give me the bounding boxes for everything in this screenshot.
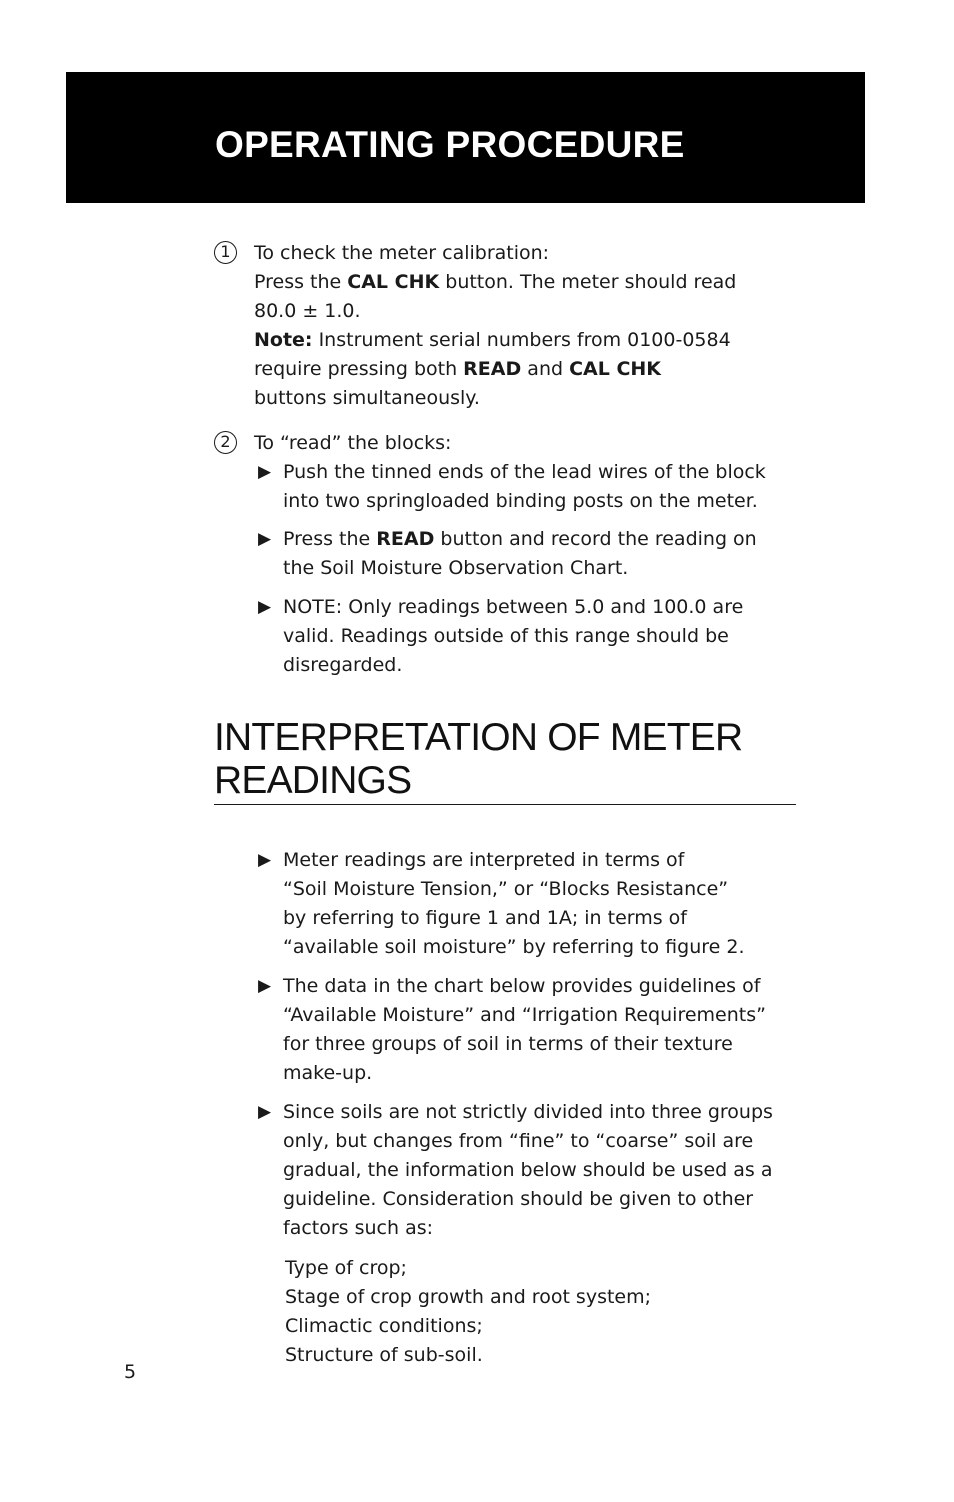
bold-term: Note:	[254, 329, 313, 351]
text-line: The data in the chart below provides guidelines of	[283, 975, 761, 997]
bold-term: CAL CHK	[569, 358, 662, 380]
step-number-circle: 1	[214, 241, 237, 264]
text-line: make-up.	[283, 1062, 373, 1084]
text-line: “Soil Moisture Tension,” or “Blocks Resistance”	[283, 878, 729, 900]
step-body	[254, 239, 736, 413]
factor-item: Structure of sub-soil.	[285, 1344, 483, 1366]
page-title: OPERATING PROCEDURE	[215, 124, 685, 165]
step-number-circle: 2	[214, 431, 237, 454]
step-body	[254, 429, 451, 458]
text-line: require pressing both READ and CAL CHK	[254, 358, 662, 380]
text-line: disregarded.	[283, 654, 403, 676]
play-arrow-icon: ▶	[258, 462, 272, 482]
bullet-text	[283, 593, 743, 680]
text-line: factors such as:	[283, 1217, 434, 1239]
play-arrow-icon: ▶	[258, 850, 272, 870]
text-line: To “read” the blocks:	[254, 432, 452, 454]
text-line: gradual, the information below should be used as a	[283, 1159, 773, 1181]
bullet-text	[283, 846, 744, 962]
text-line: valid. Readings outside of this range should be	[283, 625, 729, 647]
text-line: buttons simultaneously.	[254, 387, 480, 409]
section-heading-line-2: READINGS	[214, 759, 412, 802]
text-line: “Available Moisture” and “Irrigation Requirements”	[283, 1004, 766, 1026]
bold-term: READ	[463, 358, 522, 380]
text-line: guideline. Consideration should be given to other	[283, 1188, 754, 1210]
play-arrow-icon: ▶	[258, 597, 272, 617]
bullet-text	[283, 1098, 773, 1243]
text-line: by referring to figure 1 and 1A; in terms of	[283, 907, 688, 929]
factor-item: Climactic conditions;	[285, 1315, 483, 1337]
text-line: NOTE: Only readings between 5.0 and 100.0 are	[283, 596, 744, 618]
text-line: Push the tinned ends of the lead wires of the block	[283, 461, 766, 483]
play-arrow-icon: ▶	[258, 529, 272, 549]
factors-list	[285, 1254, 651, 1370]
bold-term: CAL CHK	[347, 271, 440, 293]
text-line: Since soils are not strictly divided into three groups	[283, 1101, 773, 1123]
text-line: 80.0 ± 1.0.	[254, 300, 361, 322]
text-line: To check the meter calibration:	[254, 242, 550, 264]
factor-item: Stage of crop growth and root system;	[285, 1286, 652, 1308]
text-line: for three groups of soil in terms of their texture	[283, 1033, 733, 1055]
text-line: Press the READ button and record the reading on	[283, 528, 757, 550]
bullet-text	[283, 972, 766, 1088]
play-arrow-icon: ▶	[258, 1102, 272, 1122]
factor-item: Type of crop;	[285, 1257, 407, 1279]
bullet-text	[283, 525, 757, 583]
text-line: the Soil Moisture Observation Chart.	[283, 557, 629, 579]
section-heading	[214, 716, 796, 805]
text-line: Note: Instrument serial numbers from 0100-0584	[254, 329, 731, 351]
header-banner	[66, 72, 865, 203]
text-line: only, but changes from “fine” to “coarse” soil are	[283, 1130, 754, 1152]
text-line: Meter readings are interpreted in terms of	[283, 849, 685, 871]
play-arrow-icon: ▶	[258, 976, 272, 996]
bullet-text	[283, 458, 766, 516]
text-line: into two springloaded binding posts on the meter.	[283, 490, 758, 512]
page-number: 5	[124, 1361, 137, 1383]
text-line: Press the CAL CHK button. The meter should read	[254, 271, 737, 293]
bold-term: READ	[376, 528, 435, 550]
text-line: “available soil moisture” by referring to figure 2.	[283, 936, 745, 958]
section-heading-line-1: INTERPRETATION OF METER	[214, 716, 743, 759]
